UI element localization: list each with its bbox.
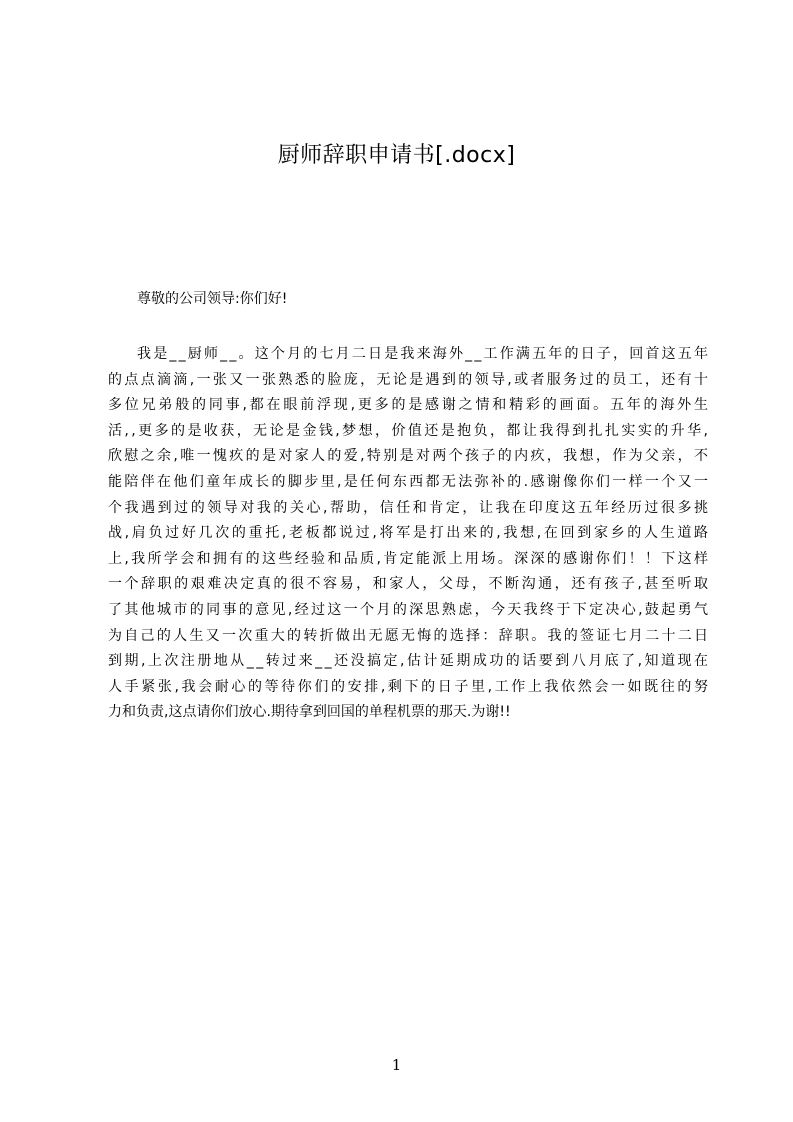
body-line: 活,,更多的是收获，无论是金钱,梦想，价值还是抱负，都让我得到扎扎实实的升华, (108, 422, 711, 439)
page-number: 1 (391, 1056, 402, 1074)
body-line: 个我遇到过的领导对我的关心,帮助，信任和肯定，让我在印度这五年经历过很多挑 (108, 499, 711, 516)
body-line: 到期,上次注册地从__转过来__还没搞定,估计延期成功的话要到八月底了,知道现在 (108, 653, 711, 670)
body-paragraph (108, 342, 711, 726)
body-line: 人手紧张,我会耐心的等待你们的安排,剩下的日子里,工作上我依然会一如既往的努 (108, 678, 711, 695)
body-line: 我是__厨师__。这个月的七月二日是我来海外__工作满五年的日子，回首这五年 (137, 346, 711, 362)
document-title: 厨师辞职申请书[.docx] (277, 143, 516, 168)
body-line: 欣慰之余,唯一愧疚的是对家人的爱,特别是对两个孩子的内疚，我想，作为父亲，不 (108, 448, 711, 465)
body-line: 能陪伴在他们童年成长的脚步里,是任何东西都无法弥补的.感谢像你们一样一个又一 (108, 473, 711, 490)
body-line: 了其他城市的同事的意见,经过这一个月的深思熟虑，今天我终于下定决心,鼓起勇气 (108, 601, 711, 618)
body-line: 多位兄弟般的同事,都在眼前浮现,更多的是感谢之情和精彩的画面。五年的海外生 (108, 397, 711, 414)
body-line: 上,我所学会和拥有的这些经验和品质,肯定能派上用场。深深的感谢你们！！下这样 (108, 550, 711, 567)
body-line: 为自己的人生又一次重大的转折做出无愿无悔的选择：辞职。我的签证七月二十二日 (108, 627, 711, 644)
body-line: 战,肩负过好几次的重托,老板都说过,将军是打出来的,我想,在回到家乡的人生道路 (108, 525, 711, 542)
body-line: 的点点滴滴,一张又一张熟悉的脸庞，无论是遇到的领导,或者服务过的员工，还有十 (108, 371, 711, 388)
body-line: 一个辞职的艰难决定真的很不容易，和家人，父母，不断沟通，还有孩子,甚至听取 (108, 576, 711, 593)
greeting-line: 尊敬的公司领导:你们好! (137, 291, 288, 307)
body-line: 力和负责,这点请你们放心.期待拿到回国的单程机票的那天.为谢!! (108, 704, 511, 721)
